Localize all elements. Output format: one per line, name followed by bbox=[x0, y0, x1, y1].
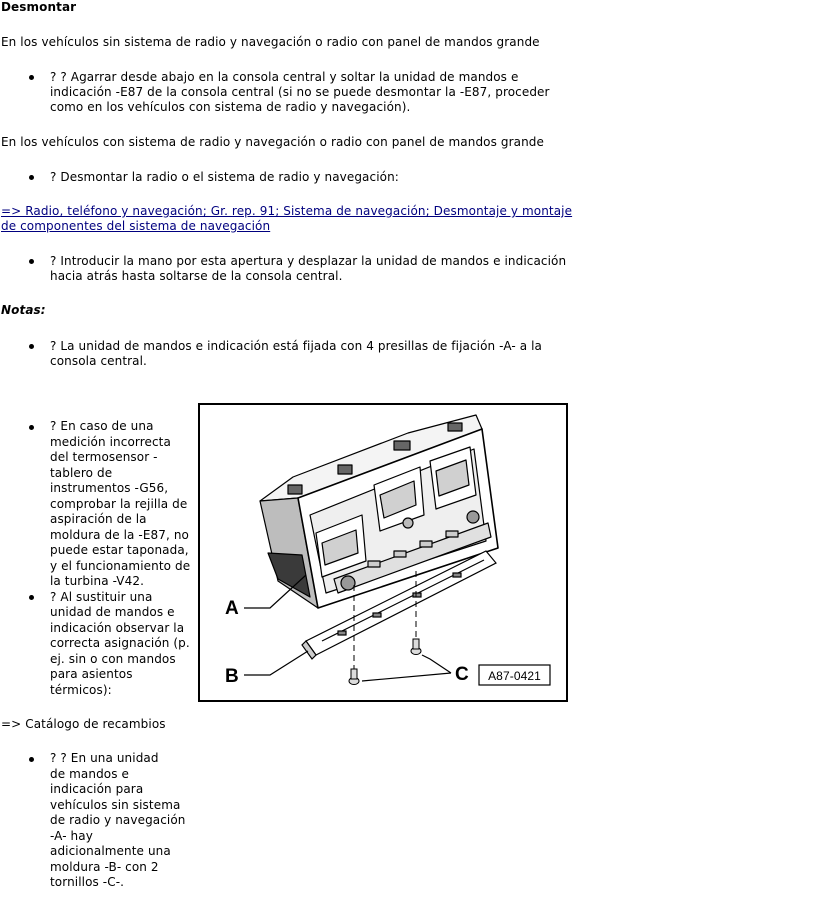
figure-label-c: C bbox=[455, 664, 469, 685]
bullet-line: aspiración de la bbox=[50, 512, 147, 526]
bullet-dot bbox=[29, 425, 34, 430]
bullet-line: ? ? Agarrar desde abajo en la consola central y soltar la unidad de mandos e bbox=[50, 70, 519, 84]
bullet-line: ? ? En una unidad bbox=[50, 751, 159, 765]
bullet-line: indicación -E87 de la consola central (si no se puede desmontar la -E87, proceder bbox=[50, 85, 550, 99]
bullet-line: ej. sin o con mandos bbox=[50, 652, 176, 666]
figure-label-a: A bbox=[225, 598, 239, 619]
paragraph-no-radio: En los vehículos sin sistema de radio y navegación o radio con panel de mandos grande bbox=[1, 35, 540, 49]
bullet-line: tornillos -C-. bbox=[50, 875, 125, 889]
bullet-dot bbox=[29, 757, 34, 762]
bullet-line: consola central. bbox=[50, 354, 147, 368]
control-unit-diagram bbox=[198, 403, 568, 702]
bullet-line: correcta asignación (p. bbox=[50, 636, 190, 650]
bullet-line: comprobar la rejilla de bbox=[50, 497, 188, 511]
bullet-dot bbox=[29, 175, 34, 180]
bullet-line: instrumentos -G56, bbox=[50, 481, 169, 495]
figure-label-b: B bbox=[225, 666, 239, 687]
bullet-line: de mandos e bbox=[50, 767, 129, 781]
bullet-dot bbox=[29, 595, 34, 600]
page-heading: Desmontar bbox=[1, 0, 77, 14]
bullet-line: moldura de la -E87, no bbox=[50, 528, 189, 542]
bullet-line: -A- hay bbox=[50, 829, 93, 843]
bullet-line: ? Al sustituir una bbox=[50, 590, 153, 604]
bullet-line: indicación para bbox=[50, 782, 144, 796]
bullet-line: y el funcionamiento de bbox=[50, 559, 191, 573]
bullet-line: indicación observar la bbox=[50, 621, 185, 635]
paragraph-with-radio: En los vehículos con sistema de radio y navegación o radio con panel de mandos grande bbox=[1, 135, 545, 149]
bullet-line: unidad de mandos e bbox=[50, 605, 175, 619]
bullet-line: hacia atrás hasta soltarse de la consola central. bbox=[50, 269, 343, 283]
catalog-link[interactable]: => Catálogo de recambios bbox=[1, 717, 166, 731]
notes-heading: Notas: bbox=[1, 303, 46, 317]
figure-code: A87-0421 bbox=[488, 669, 541, 683]
bullet-line: ? La unidad de mandos e indicación está fijada con 4 presillas de fijación -A- a la bbox=[50, 339, 542, 353]
bullet-item-remove-radio: ? Desmontar la radio o el sistema de radio y navegación: bbox=[50, 170, 399, 184]
bullet-dot bbox=[29, 75, 34, 80]
bullet-line: moldura -B- con 2 bbox=[50, 860, 159, 874]
bullet-line: ? En caso de una bbox=[50, 419, 154, 433]
bullet-line: para asientos bbox=[50, 667, 133, 681]
bullet-line: puede estar taponada, bbox=[50, 543, 189, 557]
bullet-line: adicionalmente una bbox=[50, 844, 171, 858]
link-line[interactable]: de componentes del sistema de navegación bbox=[1, 219, 271, 233]
bullet-line: del termosensor - bbox=[50, 450, 158, 464]
bullet-line: la turbina -V42. bbox=[50, 574, 144, 588]
bullet-line: como en los vehículos con sistema de radio y navegación). bbox=[50, 100, 411, 114]
bullet-dot bbox=[29, 344, 34, 349]
bullet-line: medición incorrecta bbox=[50, 435, 171, 449]
bullet-line: de radio y navegación bbox=[50, 813, 186, 827]
bullet-line: térmicos): bbox=[50, 683, 112, 697]
bullet-line: ? Introducir la mano por esta apertura y desplazar la unidad de mandos e indicación bbox=[50, 254, 567, 268]
bullet-line: tablero de bbox=[50, 466, 113, 480]
bullet-line: vehículos sin sistema bbox=[50, 798, 181, 812]
link-line[interactable]: => Radio, teléfono y navegación; Gr. rep. 91; Sistema de navegación; Desmontaje y montaje bbox=[1, 204, 573, 218]
bullet-dot bbox=[29, 259, 34, 264]
